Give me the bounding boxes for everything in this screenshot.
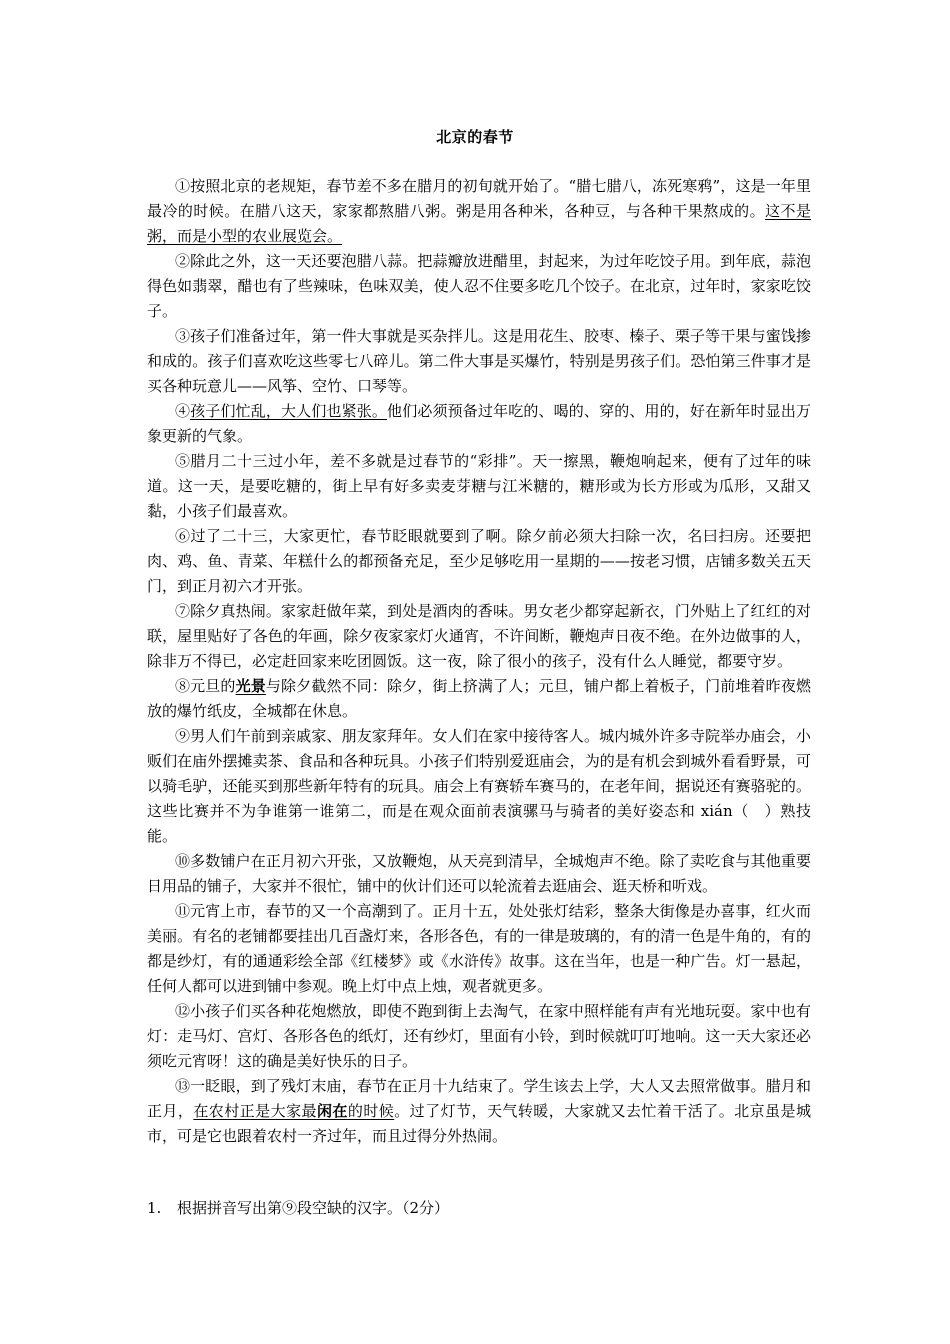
paragraph-text: 在农村正是大家最 [193,1102,317,1120]
paragraph-text: 。过了灯节，天气转暖，大家就又去忙着干活了。北京虽是城市，可是它也跟着农村一齐过年，而且过得分外热闹。 [147,1102,811,1145]
paragraph-text: ⑦除夕真热闹。家家赶做年菜，到处是酒肉的香味。男女老少都穿起新衣，门外贴上了红红的对联，屋里贴好了各色的年画，除夕夜家家灯火通宵，不许间断，鞭炮声日夜不绝。在外边做事的人，除非万不得已，必定赶回家来吃团圆饭。这一夜，除了很小的孩子，没有什么人睡觉，都要守岁。 [147,602,811,670]
paragraph [147,524,811,599]
paragraph-text: ⑥过了二十三，大家更忙，春节眨眼就要到了啊。除夕前必须大扫除一次，名曰扫房。还要把肉、鸡、鱼、青菜、年糕什么的都预备充足，至少足够吃用一星期的——按老习惯，店铺多数关五天门，到正月初六才开张。 [147,527,811,595]
paragraph-text: ⑬一眨眼，到了残灯末庙，春节在正月十九结束了。学生该去上学，大人又去照常做事。腊月和正月， [147,1077,811,1120]
paragraph [147,399,811,449]
paragraph [147,174,811,249]
paragraph [147,449,811,524]
question-number: 1. [147,1199,162,1217]
question-text: 根据拼音写出第⑨段空缺的汉字。（2分） [177,1199,450,1217]
paragraph-text: 的时候 [347,1102,395,1120]
paragraph [147,599,811,674]
paragraph [147,899,811,999]
paragraph-text: ③孩子们准备过年，第一件大事就是买杂拌儿。这是用花生、胶枣、榛子、栗子等干果与蜜饯掺和成的。孩子们喜欢吃这些零七八碎儿。第二件大事是买爆竹，特别是男孩子们。恐怕第三件事才是买各种玩意儿——风筝、空竹、口琴等。 [147,327,811,395]
paragraph-text: ②除此之外，这一天还要泡腊八蒜。把蒜瓣放进醋里，封起来，为过年吃饺子用。到年底，蒜泡得色如翡翠，醋也有了些辣味，色味双美，使人忍不住要多吃几个饺子。在北京，过年时，家家吃饺子。 [147,252,811,320]
paragraph-text: 闲在 [316,1102,348,1120]
paragraph-text: ⑩多数铺户在正月初六开张，又放鞭炮，从天亮到清早，全城炮声不绝。除了卖吃食与其他重要日用品的铺子，大家并不很忙，铺中的伙计们还可以轮流着去逛庙会、逛天桥和听戏。 [147,852,811,895]
paragraph [147,999,811,1074]
paragraph-text: ⑤腊月二十三过小年，差不多就是过春节的“彩排”。天一擦黑，鞭炮响起来，便有了过年的味道。这一天，是要吃糖的，街上早有好多卖麦芽糖与江米糖的，糖形或为长方形或为瓜形，又甜又黏，小孩子们最喜欢。 [147,452,811,520]
question-1 [147,1196,811,1221]
paragraph-text: ⑫小孩子们买各种花炮燃放，即使不跑到街上去淘气，在家中照样能有声有光地玩耍。家中也有灯：走马灯、宫灯、各形各色的纸灯，还有纱灯，里面有小铃，到时候就叮叮地响。这一天大家还必须吃元宵呀！这的确是美好快乐的日子。 [147,1002,811,1070]
paragraph [147,324,811,399]
paragraph [147,724,811,849]
paragraph-text: ⑪元宵上市，春节的又一个高潮到了。正月十五，处处张灯结彩，整条大街像是办喜事，红火而美丽。有名的老铺都要挂出几百盏灯来，各形各色，有的一律是玻璃的，有的清一色是牛角的，有的都是纱灯，有的通通彩绘全部《红楼梦》或《水浒传》故事。这在当年，也是一种广告。灯一悬起，任何人都可以进到铺中参观。晚上灯中点上烛，观者就更多。 [147,902,811,995]
paragraph [147,1074,811,1149]
paragraph-text: ④ [175,402,191,420]
paragraph [147,674,811,724]
paragraph-text: ⑧元旦的 [175,677,236,695]
article-body [147,174,811,1149]
paragraph-text: 他们必须预备过年吃的、喝的、穿的、用的，好在新年时显出万象更新的气象。 [147,402,811,445]
paragraph-text: ①按照北京的老规矩，春节差不多在腊月的初旬就开始了。“腊七腊八，冻死寒鸦”，这是一年里最冷的时候。在腊八这天，家家都熬腊八粥。粥是用各种米，各种豆，与各种干果熬成的。 [147,177,811,220]
paragraph [147,249,811,324]
paragraph [147,849,811,899]
paragraph-text: 光景 [235,677,266,695]
paragraph-text: 这不是粥，而是小型的农业展览会。 [147,202,811,245]
paragraph-text: 孩子们忙乱，大人们也紧张。 [190,402,388,420]
article-title: 北京的春节 [436,128,514,146]
paragraph-text: 与除夕截然不同：除夕，街上挤满了人；元旦，铺户都上着板子，门前堆着昨夜燃放的爆竹纸皮，全城都在休息。 [147,677,811,720]
paragraph-text: ⑨男人们午前到亲戚家、朋友家拜年。女人们在家中接待客人。城内城外许多寺院举办庙会，小贩们在庙外摆摊卖茶、食品和各种玩具。小孩子们特别爱逛庙会，为的是有机会到城外看看野景，可以骑毛驴，还能买到那些新年特有的玩具。庙会上有赛轿车赛马的，在老年间，据说还有赛骆驼的。这些比赛并不为争谁第一谁第二，而是在观众面前表演骡马与骑者的美好姿态和 xián（ ）熟技能。 [147,727,811,845]
